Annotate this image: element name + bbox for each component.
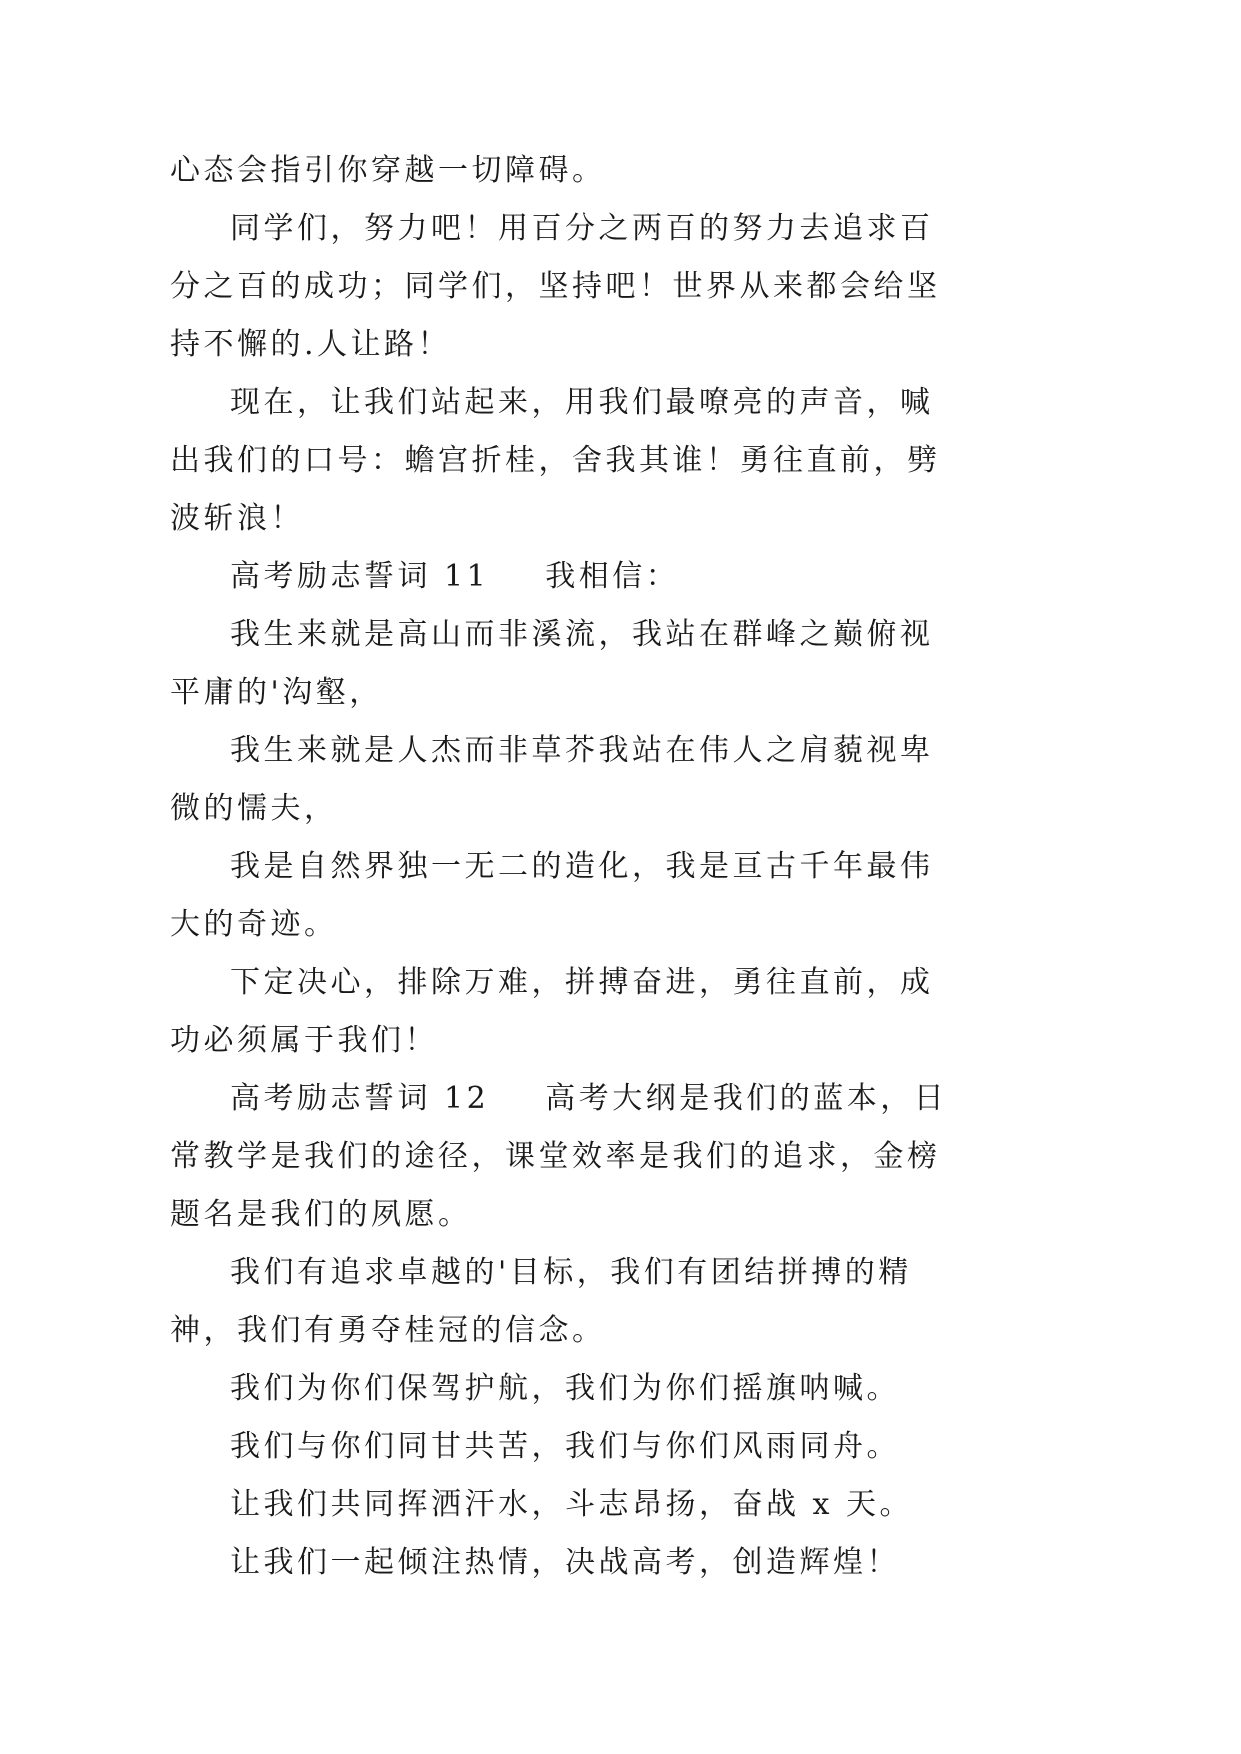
paragraph-9: [170, 1070, 950, 1244]
paragraph-text: 我们与你们同甘共苦，我们与你们风雨同舟。: [230, 1429, 900, 1464]
paragraph-text: 同学们，努力吧！用百分之两百的努力去追求百分之百的成功；同学们，坚持吧！世界从来都会给坚持不懈的.人让路！: [170, 211, 941, 362]
paragraph-8: [170, 954, 950, 1070]
paragraph-text: 让我们一起倾注热情，决战高考，创造辉煌！: [230, 1545, 900, 1580]
paragraph-11: [170, 1360, 950, 1418]
paragraph-4: [170, 548, 950, 606]
paragraph-5: [170, 606, 950, 722]
paragraph-6: [170, 722, 950, 838]
paragraph-text: 让我们共同挥洒汗水，斗志昂扬，奋战 x 天。: [230, 1487, 913, 1522]
section-heading-11: 高考励志誓词 11: [230, 559, 490, 594]
paragraph-text: 我生来就是高山而非溪流，我站在群峰之巅俯视平庸的'沟壑，: [170, 617, 934, 710]
paragraph-text: 我生来就是人杰而非草芥我站在伟人之肩藐视卑微的懦夫，: [170, 733, 934, 826]
paragraph-text: 现在，让我们站起来，用我们最嘹亮的声音，喊出我们的口号：蟾宫折桂，舍我其谁！勇往直前，劈波斩浪！: [170, 385, 941, 536]
paragraph-text: 我们有追求卓越的'目标，我们有团结拼搏的精神，我们有勇夺桂冠的信念。: [170, 1255, 912, 1348]
paragraph-2: [170, 200, 950, 374]
paragraph-10: [170, 1244, 950, 1360]
paragraph-7: [170, 838, 950, 954]
document-body: [170, 142, 950, 1592]
paragraph-12: [170, 1418, 950, 1476]
paragraph-14: [170, 1534, 950, 1592]
paragraph-3: [170, 374, 950, 548]
paragraph-1: [170, 142, 950, 200]
paragraph-text: 我相信：: [545, 559, 680, 594]
paragraph-text: 我是自然界独一无二的造化，我是亘古千年最伟大的奇迹。: [170, 849, 934, 942]
paragraph-text: 我们为你们保驾护航，我们为你们摇旗呐喊。: [230, 1371, 900, 1406]
paragraph-text: 高考大纲是我们的蓝本，日常教学是我们的途径，课堂效率是我们的追求，金榜题名是我们的夙愿。: [170, 1081, 948, 1232]
paragraph-13: [170, 1476, 950, 1534]
paragraph-text: 下定决心，排除万难，拼搏奋进，勇往直前，成功必须属于我们！: [170, 965, 934, 1058]
paragraph-text: 心态会指引你穿越一切障碍。: [170, 153, 606, 188]
section-heading-12: 高考励志誓词 12: [230, 1081, 490, 1116]
